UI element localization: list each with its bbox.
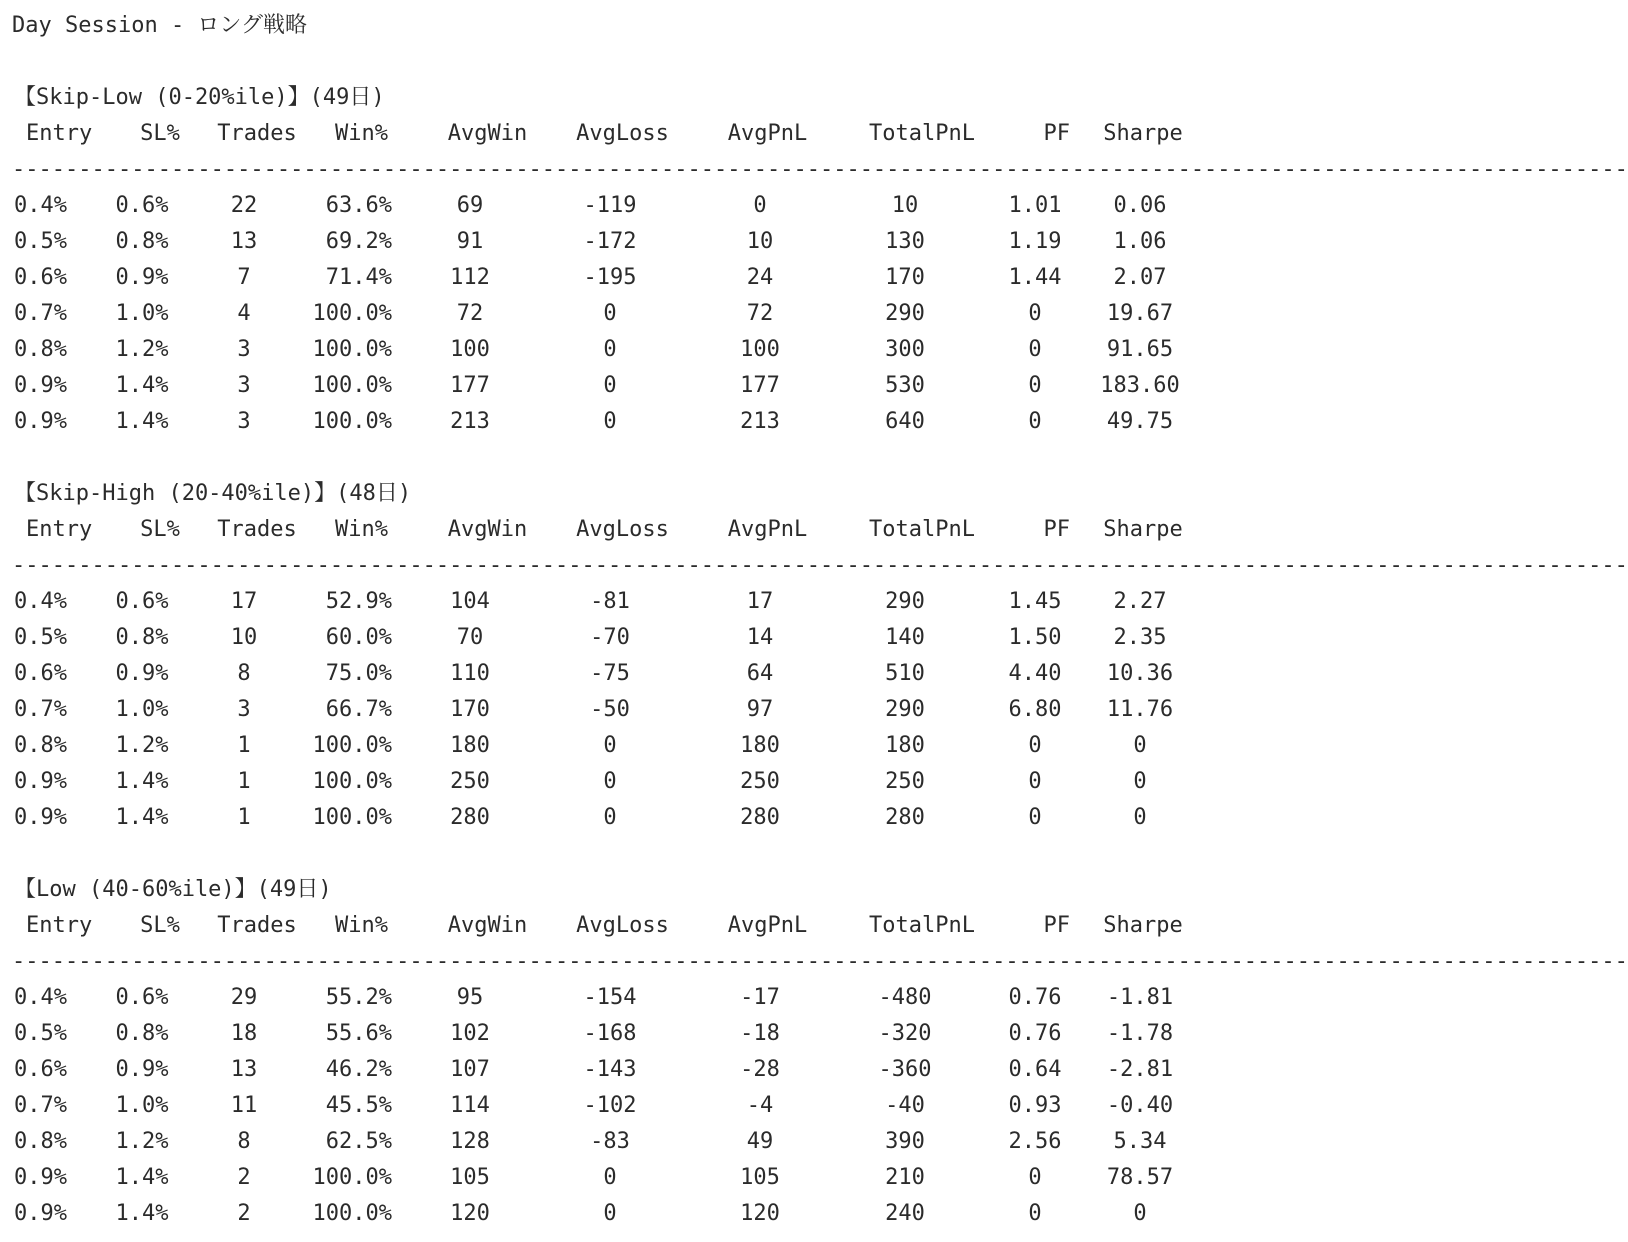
cell-sharpe: 0: [1133, 733, 1147, 758]
cell-win: 100.0%: [312, 373, 392, 398]
cell-total: 290: [885, 589, 925, 614]
cell-pf: 0.93: [1008, 1093, 1062, 1118]
cell-pf: 2.56: [1008, 1129, 1062, 1154]
cell-avgpnl: 250: [740, 769, 780, 794]
column-header-avgloss: AvgLoss: [576, 913, 669, 938]
table-row: [0, 296, 1242, 332]
cell-entry: 0.6%: [14, 265, 67, 290]
cell-entry: 0.5%: [14, 1021, 67, 1046]
cell-sharpe: 10.36: [1106, 661, 1174, 686]
column-header-sharpe: Sharpe: [1103, 913, 1183, 938]
column-header-total: TotalPnL: [869, 121, 975, 146]
cell-trades: 3: [237, 697, 251, 722]
cell-trades: 7: [237, 265, 251, 290]
column-header-avgloss: AvgLoss: [576, 121, 669, 146]
column-header-sharpe: Sharpe: [1103, 517, 1183, 542]
cell-entry: 0.8%: [14, 1129, 67, 1154]
cell-avgloss: -81: [590, 589, 630, 614]
table-row: [0, 332, 1242, 368]
cell-entry: 0.4%: [14, 193, 67, 218]
cell-avgloss: -75: [590, 661, 630, 686]
cell-sharpe: 78.57: [1106, 1165, 1174, 1190]
cell-sharpe: -2.81: [1106, 1057, 1174, 1082]
cell-sl: 1.4%: [115, 1201, 169, 1226]
cell-avgwin: 69: [456, 193, 484, 218]
table-row: [0, 980, 1242, 1016]
cell-trades: 18: [230, 1021, 258, 1046]
cell-pf: 1.50: [1008, 625, 1062, 650]
column-header-pf: PF: [1043, 517, 1070, 542]
cell-sl: 1.4%: [115, 409, 169, 434]
cell-trades: 3: [237, 409, 251, 434]
cell-trades: 13: [230, 1057, 258, 1082]
cell-entry: 0.7%: [14, 301, 67, 326]
cell-avgloss: 0: [603, 1165, 617, 1190]
cell-trades: 11: [230, 1093, 258, 1118]
column-header-trades: Trades: [217, 121, 297, 146]
cell-avgloss: -168: [583, 1021, 637, 1046]
table-row: [0, 800, 1242, 836]
cell-sl: 1.2%: [115, 1129, 169, 1154]
cell-win: 46.2%: [325, 1057, 392, 1082]
separator-line: --------------------------------------------------------------------------------------------------------------------------: [12, 553, 1628, 578]
cell-avgpnl: 10: [746, 229, 774, 254]
cell-sl: 1.4%: [115, 373, 169, 398]
cell-win: 100.0%: [312, 1201, 392, 1226]
column-header-avgpnl: AvgPnL: [727, 913, 808, 938]
column-header-avgwin: AvgWin: [447, 121, 528, 146]
cell-entry: 0.7%: [14, 1093, 67, 1118]
table-row: [0, 1124, 1242, 1160]
cell-sharpe: 91.65: [1106, 337, 1174, 362]
cell-avgwin: 70: [456, 625, 484, 650]
table-row: [0, 1016, 1242, 1052]
cell-entry: 0.8%: [14, 733, 67, 758]
cell-win: 71.4%: [325, 265, 392, 290]
cell-avgpnl: -28: [740, 1057, 780, 1082]
column-header-win: Win%: [335, 913, 388, 938]
cell-trades: 3: [237, 373, 251, 398]
cell-avgwin: 112: [450, 265, 490, 290]
cell-avgloss: -195: [583, 265, 637, 290]
cell-pf: 0: [1028, 1165, 1042, 1190]
table-row: [0, 764, 1242, 800]
cell-avgloss: 0: [603, 373, 617, 398]
cell-sharpe: 0: [1133, 805, 1147, 830]
column-header-sl: SL%: [140, 121, 180, 146]
cell-sl: 0.6%: [115, 193, 169, 218]
cell-trades: 1: [237, 805, 251, 830]
cell-avgwin: 104: [450, 589, 490, 614]
cell-entry: 0.5%: [14, 229, 67, 254]
cell-entry: 0.9%: [14, 805, 67, 830]
cell-entry: 0.9%: [14, 769, 67, 794]
cell-sharpe: 0: [1133, 769, 1147, 794]
cell-avgwin: 114: [450, 1093, 490, 1118]
cell-avgpnl: 280: [740, 805, 780, 830]
cell-sl: 1.4%: [115, 769, 169, 794]
cell-trades: 1: [237, 769, 251, 794]
cell-total: 640: [885, 409, 925, 434]
cell-avgwin: 72: [456, 301, 484, 326]
cell-win: 66.7%: [325, 697, 392, 722]
cell-sl: 1.0%: [115, 697, 169, 722]
cell-entry: 0.6%: [14, 1057, 67, 1082]
column-header-avgpnl: AvgPnL: [727, 121, 808, 146]
cell-sharpe: 11.76: [1106, 697, 1174, 722]
cell-pf: 0: [1028, 1201, 1042, 1226]
column-header-avgwin: AvgWin: [447, 913, 528, 938]
column-header-pf: PF: [1043, 121, 1070, 146]
cell-sharpe: 0: [1133, 1201, 1147, 1226]
results-section: [0, 476, 1628, 836]
cell-avgloss: -172: [583, 229, 637, 254]
cell-entry: 0.9%: [14, 1201, 67, 1226]
section-title: 【Skip-High (20-40%ile)】(48日): [14, 481, 412, 506]
cell-avgloss: -50: [590, 697, 630, 722]
column-header-win: Win%: [335, 517, 388, 542]
cell-pf: 0.64: [1008, 1057, 1062, 1082]
cell-entry: 0.7%: [14, 697, 67, 722]
cell-avgpnl: 0: [753, 193, 767, 218]
column-header-trades: Trades: [217, 913, 297, 938]
table-row: [0, 260, 1242, 296]
cell-win: 52.9%: [325, 589, 392, 614]
section-title: 【Low (40-60%ile)】(49日): [14, 877, 332, 902]
cell-sharpe: 49.75: [1106, 409, 1174, 434]
cell-total: -40: [885, 1093, 925, 1118]
cell-total: 530: [885, 373, 925, 398]
cell-sl: 0.9%: [115, 1057, 169, 1082]
cell-avgpnl: -18: [740, 1021, 780, 1046]
cell-entry: 0.4%: [14, 985, 67, 1010]
cell-avgwin: 170: [450, 697, 490, 722]
cell-sharpe: 1.06: [1113, 229, 1167, 254]
cell-pf: 1.01: [1008, 193, 1062, 218]
cell-trades: 2: [237, 1165, 251, 1190]
cell-avgwin: 177: [450, 373, 490, 398]
cell-win: 100.0%: [312, 301, 392, 326]
cell-pf: 4.40: [1008, 661, 1062, 686]
cell-sl: 1.0%: [115, 1093, 169, 1118]
cell-total: 290: [885, 697, 925, 722]
cell-pf: 0.76: [1008, 985, 1062, 1010]
cell-avgwin: 95: [456, 985, 484, 1010]
cell-sl: 0.9%: [115, 265, 169, 290]
cell-win: 100.0%: [312, 1165, 392, 1190]
cell-total: 300: [885, 337, 925, 362]
cell-avgpnl: 177: [740, 373, 780, 398]
cell-total: 210: [885, 1165, 925, 1190]
cell-sharpe: 2.35: [1113, 625, 1167, 650]
cell-total: -480: [878, 985, 932, 1010]
cell-trades: 2: [237, 1201, 251, 1226]
page-title: Day Session - ロング戦略: [12, 13, 307, 38]
cell-sharpe: 19.67: [1106, 301, 1174, 326]
table-row: [0, 692, 1242, 728]
table-row: [0, 1160, 1242, 1196]
cell-entry: 0.8%: [14, 337, 67, 362]
separator-line: --------------------------------------------------------------------------------------------------------------------------: [12, 157, 1628, 182]
cell-total: 140: [885, 625, 925, 650]
cell-total: 250: [885, 769, 925, 794]
cell-avgpnl: 213: [740, 409, 780, 434]
cell-avgloss: 0: [603, 1201, 617, 1226]
table-row: [0, 1196, 1242, 1232]
cell-avgpnl: 72: [746, 301, 774, 326]
column-header-avgloss: AvgLoss: [576, 517, 669, 542]
cell-avgpnl: 100: [740, 337, 780, 362]
cell-sharpe: -1.81: [1106, 985, 1174, 1010]
cell-avgloss: -143: [583, 1057, 637, 1082]
cell-pf: 0: [1028, 805, 1042, 830]
cell-sl: 0.6%: [115, 985, 169, 1010]
cell-avgwin: 91: [456, 229, 484, 254]
column-header-sharpe: Sharpe: [1103, 121, 1183, 146]
cell-avgpnl: -17: [740, 985, 780, 1010]
cell-avgloss: 0: [603, 733, 617, 758]
cell-entry: 0.6%: [14, 661, 67, 686]
table-row: [0, 188, 1242, 224]
column-header-total: TotalPnL: [869, 913, 975, 938]
cell-avgwin: 250: [450, 769, 490, 794]
results-section: [0, 80, 1628, 440]
cell-sharpe: -0.40: [1106, 1093, 1174, 1118]
column-header-trades: Trades: [217, 517, 297, 542]
cell-avgwin: 213: [450, 409, 490, 434]
cell-sl: 0.8%: [115, 1021, 169, 1046]
cell-entry: 0.5%: [14, 625, 67, 650]
column-header-sl: SL%: [140, 913, 180, 938]
cell-avgloss: 0: [603, 805, 617, 830]
cell-trades: 3: [237, 337, 251, 362]
cell-total: 170: [885, 265, 925, 290]
cell-win: 63.6%: [325, 193, 392, 218]
cell-pf: 0: [1028, 337, 1042, 362]
cell-sl: 1.2%: [115, 337, 169, 362]
cell-win: 75.0%: [325, 661, 392, 686]
cell-avgloss: -154: [583, 985, 637, 1010]
cell-avgpnl: -4: [746, 1093, 774, 1118]
cell-pf: 1.45: [1008, 589, 1062, 614]
cell-avgwin: 102: [450, 1021, 490, 1046]
cell-avgloss: 0: [603, 409, 617, 434]
cell-sl: 1.4%: [115, 1165, 169, 1190]
column-header-entry: Entry: [26, 517, 93, 542]
cell-avgpnl: 49: [746, 1129, 774, 1154]
cell-pf: 0.76: [1008, 1021, 1062, 1046]
column-header-total: TotalPnL: [869, 517, 975, 542]
cell-pf: 0: [1028, 409, 1042, 434]
cell-avgloss: 0: [603, 337, 617, 362]
cell-avgwin: 180: [450, 733, 490, 758]
cell-win: 60.0%: [325, 625, 392, 650]
cell-win: 69.2%: [325, 229, 392, 254]
cell-trades: 17: [230, 589, 258, 614]
cell-win: 100.0%: [312, 409, 392, 434]
table-row: [0, 1052, 1242, 1088]
cell-total: 10: [891, 193, 919, 218]
cell-sl: 0.9%: [115, 661, 169, 686]
results-section: [0, 872, 1628, 1232]
cell-sl: 1.4%: [115, 805, 169, 830]
cell-win: 55.6%: [325, 1021, 392, 1046]
cell-win: 62.5%: [325, 1129, 392, 1154]
cell-sl: 0.6%: [115, 589, 169, 614]
cell-total: -320: [878, 1021, 932, 1046]
cell-pf: 0: [1028, 769, 1042, 794]
table-row: [0, 1088, 1242, 1124]
section-title: 【Skip-Low (0-20%ile)】(49日): [14, 85, 385, 110]
cell-win: 100.0%: [312, 805, 392, 830]
table-row: [0, 728, 1242, 764]
cell-avgloss: -83: [590, 1129, 630, 1154]
table-row: [0, 584, 1242, 620]
cell-trades: 22: [230, 193, 258, 218]
cell-avgpnl: 17: [746, 589, 774, 614]
cell-entry: 0.4%: [14, 589, 67, 614]
table-row: [0, 404, 1242, 440]
cell-total: 390: [885, 1129, 925, 1154]
column-header-entry: Entry: [26, 913, 93, 938]
cell-avgwin: 110: [450, 661, 490, 686]
cell-entry: 0.9%: [14, 409, 67, 434]
cell-avgwin: 128: [450, 1129, 490, 1154]
cell-win: 100.0%: [312, 733, 392, 758]
cell-pf: 1.19: [1008, 229, 1062, 254]
table-row: [0, 620, 1242, 656]
cell-avgpnl: 180: [740, 733, 780, 758]
cell-sl: 0.8%: [115, 229, 169, 254]
cell-total: 290: [885, 301, 925, 326]
cell-entry: 0.9%: [14, 373, 67, 398]
cell-total: 240: [885, 1201, 925, 1226]
cell-avgpnl: 120: [740, 1201, 780, 1226]
cell-pf: 1.44: [1008, 265, 1062, 290]
cell-win: 45.5%: [325, 1093, 392, 1118]
cell-sharpe: 183.60: [1100, 373, 1180, 398]
cell-avgwin: 107: [450, 1057, 490, 1082]
cell-avgwin: 100: [450, 337, 490, 362]
cell-avgpnl: 14: [746, 625, 774, 650]
cell-trades: 8: [237, 1129, 251, 1154]
cell-avgpnl: 24: [746, 265, 774, 290]
cell-sharpe: 2.27: [1113, 589, 1167, 614]
table-row: [0, 368, 1242, 404]
column-header-sl: SL%: [140, 517, 180, 542]
cell-avgloss: -70: [590, 625, 630, 650]
cell-total: 280: [885, 805, 925, 830]
cell-win: 100.0%: [312, 337, 392, 362]
cell-avgpnl: 105: [740, 1165, 780, 1190]
cell-trades: 10: [230, 625, 258, 650]
cell-trades: 4: [237, 301, 251, 326]
column-header-entry: Entry: [26, 121, 93, 146]
cell-avgloss: -119: [583, 193, 637, 218]
cell-pf: 0: [1028, 301, 1042, 326]
cell-avgpnl: 64: [746, 661, 774, 686]
cell-sharpe: 0.06: [1113, 193, 1167, 218]
cell-total: 180: [885, 733, 925, 758]
cell-sharpe: 5.34: [1113, 1129, 1167, 1154]
cell-sl: 1.2%: [115, 733, 169, 758]
table-row: [0, 656, 1242, 692]
cell-pf: 0: [1028, 373, 1042, 398]
cell-sharpe: -1.78: [1106, 1021, 1174, 1046]
cell-pf: 6.80: [1008, 697, 1062, 722]
separator-line: --------------------------------------------------------------------------------------------------------------------------: [12, 949, 1628, 974]
cell-avgwin: 105: [450, 1165, 490, 1190]
cell-sharpe: 2.07: [1113, 265, 1167, 290]
cell-win: 100.0%: [312, 769, 392, 794]
cell-sl: 0.8%: [115, 625, 169, 650]
cell-trades: 13: [230, 229, 258, 254]
cell-total: 510: [885, 661, 925, 686]
cell-sl: 1.0%: [115, 301, 169, 326]
cell-avgwin: 280: [450, 805, 490, 830]
table-row: [0, 224, 1242, 260]
cell-entry: 0.9%: [14, 1165, 67, 1190]
cell-trades: 8: [237, 661, 251, 686]
cell-avgloss: 0: [603, 301, 617, 326]
cell-trades: 29: [230, 985, 258, 1010]
cell-total: -360: [878, 1057, 932, 1082]
cell-pf: 0: [1028, 733, 1042, 758]
column-header-pf: PF: [1043, 913, 1070, 938]
column-header-avgpnl: AvgPnL: [727, 517, 808, 542]
cell-trades: 1: [237, 733, 251, 758]
column-header-avgwin: AvgWin: [447, 517, 528, 542]
column-header-win: Win%: [335, 121, 388, 146]
cell-avgloss: -102: [583, 1093, 637, 1118]
cell-win: 55.2%: [325, 985, 392, 1010]
cell-avgloss: 0: [603, 769, 617, 794]
cell-total: 130: [885, 229, 925, 254]
cell-avgwin: 120: [450, 1201, 490, 1226]
cell-avgpnl: 97: [746, 697, 774, 722]
